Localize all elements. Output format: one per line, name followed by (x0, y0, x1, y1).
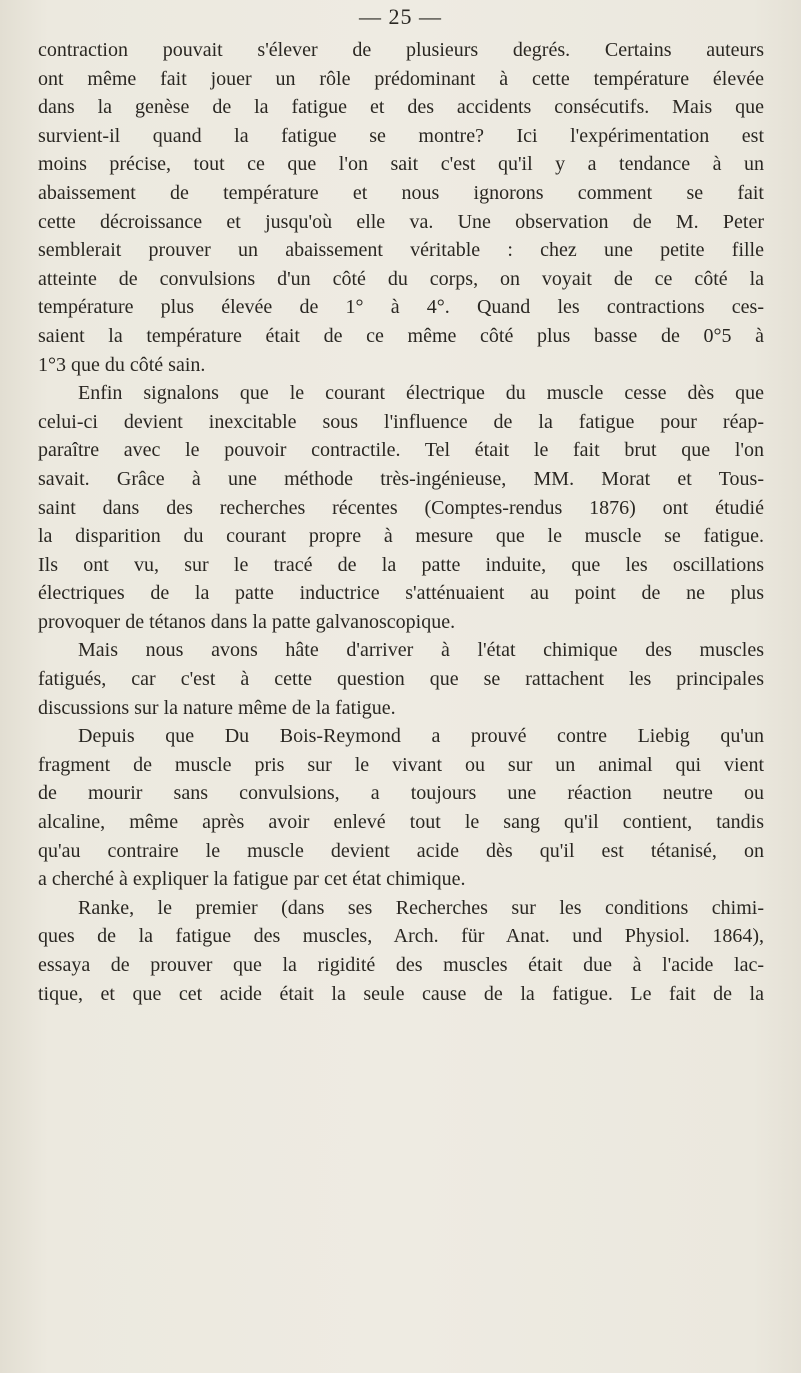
text-line: celui-ci devient inexcitable sous l'influence de la fatigue pour réap- (38, 410, 764, 433)
text-line: température plus élevée de 1° à 4°. Quand les contractions ces- (38, 296, 764, 319)
text-line: dans la genèse de la fatigue et des accidents consécutifs. Mais que (38, 96, 764, 119)
text-line: alcaline, même après avoir enlevé tout le sang qu'il contient, tandis (38, 811, 764, 834)
body-text (38, 36, 764, 1008)
text-line: provoquer de tétanos dans la patte galvanoscopique. (38, 610, 456, 633)
page-number: — 25 — (359, 4, 442, 29)
text-line: discussions sur la nature même de la fatigue. (38, 696, 396, 719)
text-line: saient la température était de ce même côté plus basse de 0°5 à (38, 324, 764, 347)
text-line: électriques de la patte inductrice s'atténuaient au point de ne plus (38, 582, 764, 605)
text-line: paraître avec le pouvoir contractile. Tel était le fait brut que l'on (38, 439, 764, 462)
text-line: fragment de muscle pris sur le vivant ou sur un animal qui vient (38, 753, 764, 776)
text-line: abaissement de température et nous ignorons comment se fait (38, 181, 764, 204)
text-line: Enfin signalons que le courant électrique du muscle cesse dès que (78, 382, 764, 405)
text-line: ques de la fatigue des muscles, Arch. für Anat. und Physiol. 1864), (38, 925, 764, 948)
text-line: moins précise, tout ce que l'on sait c'est qu'il y a tendance à un (38, 153, 764, 176)
text-line: qu'au contraire le muscle devient acide dès qu'il est tétanisé, on (38, 839, 764, 862)
text-line: cette décroissance et jusqu'où elle va. Une observation de M. Peter (38, 210, 764, 233)
text-line: Depuis que Du Bois-Reymond a prouvé contre Liebig qu'un (78, 725, 764, 748)
text-line: de mourir sans convulsions, a toujours une réaction neutre ou (38, 782, 764, 805)
text-line: contraction pouvait s'élever de plusieurs degrés. Certains auteurs (38, 39, 764, 61)
text-line: savait. Grâce à une méthode très-ingénieuse, MM. Morat et Tous- (38, 467, 764, 490)
text-line: tique, et que cet acide était la seule cause de la fatigue. Le fait de la (38, 982, 764, 1005)
text-line: atteinte de convulsions d'un côté du corps, on voyait de ce côté la (38, 267, 764, 290)
text-line: saint dans des recherches récentes (Comptes-rendus 1876) ont étudié (38, 496, 764, 519)
text-line: essaya de prouver que la rigidité des muscles était due à l'acide lac- (38, 954, 764, 976)
text-line: Ranke, le premier (dans ses Recherches sur les conditions chimi- (78, 896, 764, 919)
text-line: fatigués, car c'est à cette question que se rattachent les principales (38, 668, 764, 691)
text-line: Ils ont vu, sur le tracé de la patte induite, que les oscillations (38, 553, 764, 576)
text-line: ont même fait jouer un rôle prédominant à cette température élevée (38, 67, 764, 90)
text-line: 1°3 que du côté sain. (38, 353, 206, 376)
text-line: survient-il quand la fatigue se montre? Ici l'expérimentation est (38, 124, 764, 147)
text-line: semblerait prouver un abaissement véritable : chez une petite fille (38, 239, 764, 262)
text-line: Mais nous avons hâte d'arriver à l'état chimique des muscles (78, 639, 764, 662)
text-line: a cherché à expliquer la fatigue par cet état chimique. (38, 868, 466, 891)
text-line: la disparition du courant propre à mesure que le muscle se fatigue. (38, 525, 764, 548)
